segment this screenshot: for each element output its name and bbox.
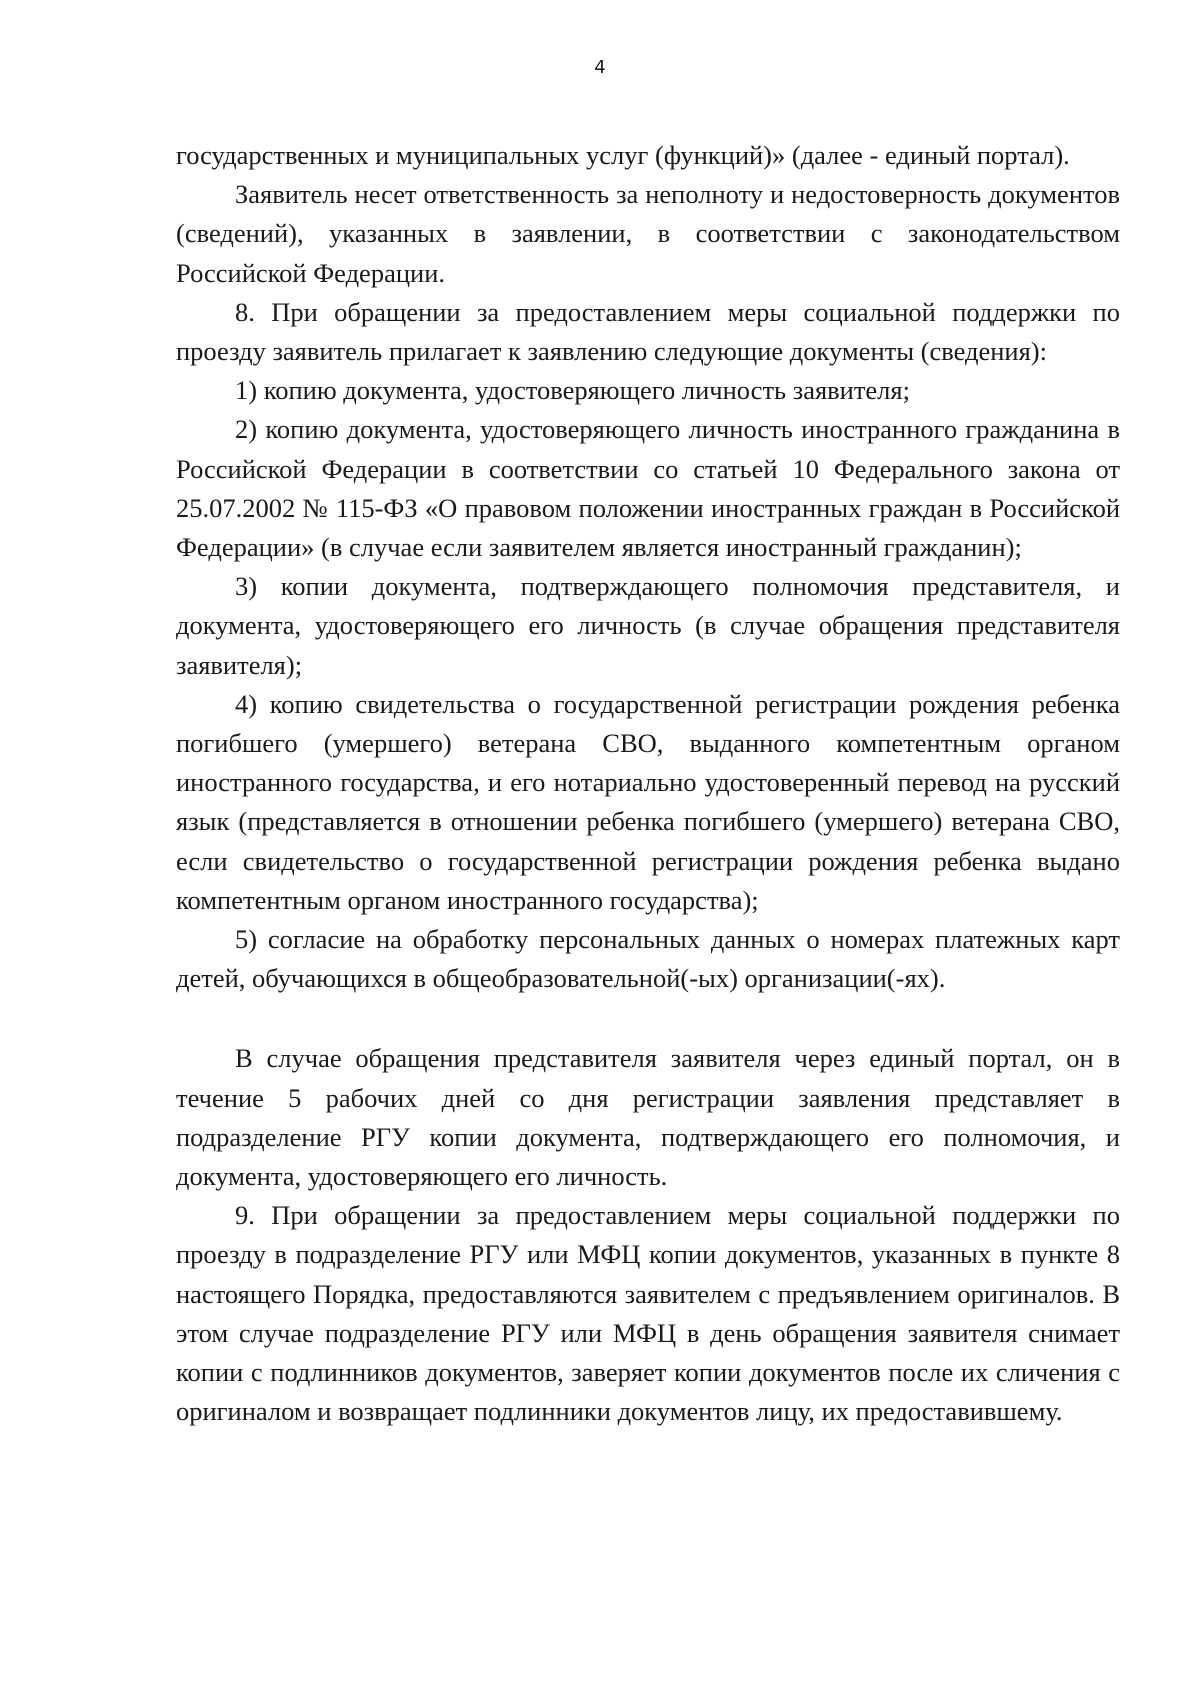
list-item-1: 1) копию документа, удостоверяющего личность заявителя; <box>235 375 910 406</box>
list-item-3: 3) копии документа, подтверждающего полномочия представителя, и документа, удостоверяющего его личность (в случае обращения представителя заявителя); <box>176 571 1120 680</box>
paragraph-spacer <box>176 998 1120 1039</box>
document-body <box>176 136 1120 1432</box>
list-item-2: 2) копию документа, удостоверяющего личность иностранного гражданина в Российской Федерации в соответствии со статьей 10 Федерального закона от 25.07.2002 № 115-ФЗ «О правовом положении иностранных граждан в Российской Федерации» (в случае если заявителем является иностранный гражданин); <box>176 414 1120 563</box>
paragraph-applicant-responsibility: Заявитель несет ответственность за неполноту и недостоверность документов (сведений), указанных в заявлении, в соответствии с законодательством Российской Федерации. <box>176 179 1120 288</box>
list-item-4: 4) копию свидетельства о государственной регистрации рождения ребенка погибшего (умершего) ветерана СВО, выданного компетентным органом иностранного государства, и его нотариально удостоверенный перевод на русский язык (представляется в отношении ребенка погибшего (умершего) ветерана СВО, если свидетельство о государственной регистрации рождения ребенка выдано компетентным органом иностранного государства); <box>176 688 1120 915</box>
paragraph-portal-continuation: государственных и муниципальных услуг (функций)» (далее - единый портал). <box>176 140 1070 170</box>
page-number: 4 <box>594 57 606 78</box>
paragraph-item-8: 8. При обращении за предоставлением меры социальной поддержки по проезду заявитель прилагает к заявлению следующие документы (сведения): <box>176 296 1120 367</box>
paragraph-representative-portal: В случае обращения представителя заявителя через единый портал, он в течение 5 рабочих дней со дня регистрации заявления представляет в подразделение РГУ копии документа, подтверждающего его полномочия, и документа, удостоверяющего его личность. <box>176 1043 1120 1192</box>
paragraph-item-9: 9. При обращении за предоставлением меры социальной поддержки по проезду в подразделение РГУ или МФЦ копии документов, указанных в пункте 8 настоящего Порядка, предоставляются заявителем с предъявлением оригиналов. В этом случае подразделение РГУ или МФЦ в день обращения заявителя снимает копии с подлинников документов, заверяет копии документов после их сличения с оригиналом и возвращает подлинники документов лицу, их предоставившему. <box>176 1200 1120 1427</box>
list-item-5: 5) согласие на обработку персональных данных о номерах платежных карт детей, обучающихся в общеобразовательной(-ых) организации(-ях). <box>176 924 1120 994</box>
